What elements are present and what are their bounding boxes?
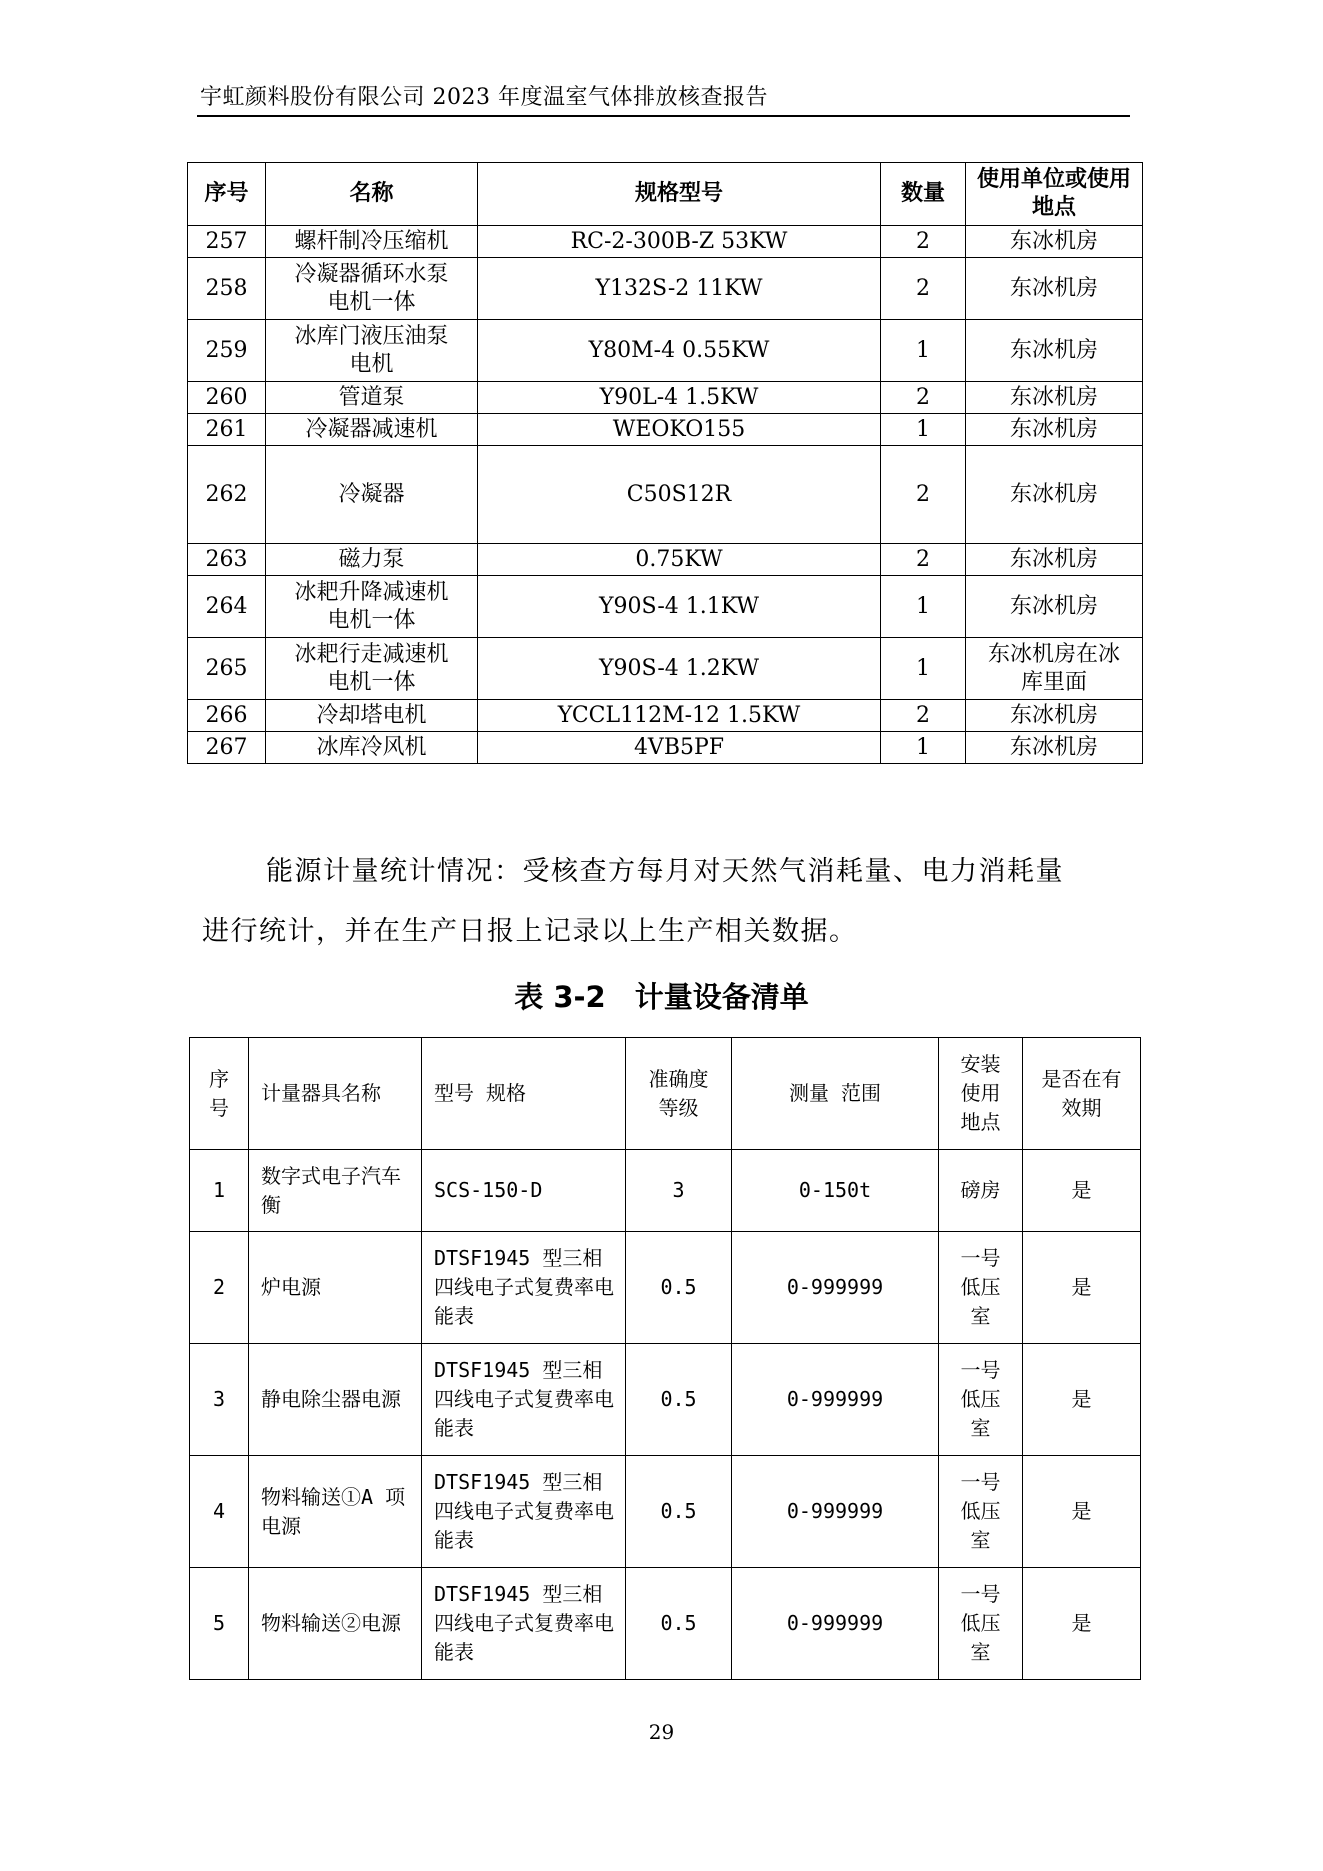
table-row xyxy=(190,1456,1141,1568)
column-header: 序号 xyxy=(190,1038,249,1150)
cell-name: 冰耙升降减速机电机一体 xyxy=(266,576,478,638)
cell-location: 东冰机房 xyxy=(966,226,1143,258)
cell-no: 266 xyxy=(188,700,266,732)
cell-location: 东冰机房 xyxy=(966,446,1143,544)
cell-valid: 是 xyxy=(1023,1456,1141,1568)
cell-location: 东冰机房 xyxy=(966,732,1143,764)
cell-place: 一号低压室 xyxy=(939,1232,1023,1344)
cell-qty: 2 xyxy=(881,382,966,414)
cell-location: 东冰机房 xyxy=(966,382,1143,414)
cell-spec: Y90S-4 1.2KW xyxy=(478,638,881,700)
cell-no: 3 xyxy=(190,1344,249,1456)
cell-spec: RC-2-300B-Z 53KW xyxy=(478,226,881,258)
cell-spec: Y90L-4 1.5KW xyxy=(478,382,881,414)
equipment-table xyxy=(187,162,1143,764)
cell-qty: 1 xyxy=(881,638,966,700)
cell-spec: YCCL112M-12 1.5KW xyxy=(478,700,881,732)
cell-spec: Y80M-4 0.55KW xyxy=(478,320,881,382)
table-row xyxy=(188,320,1143,382)
paragraph-line: 进行统计，并在生产日报上记录以上生产相关数据。 xyxy=(202,916,858,947)
cell-no: 258 xyxy=(188,258,266,320)
cell-range: 0-999999 xyxy=(732,1568,939,1680)
table-row xyxy=(188,732,1143,764)
cell-location: 东冰机房在冰库里面 xyxy=(966,638,1143,700)
cell-no: 257 xyxy=(188,226,266,258)
cell-place: 一号低压室 xyxy=(939,1344,1023,1456)
cell-location: 东冰机房 xyxy=(966,576,1143,638)
cell-name: 冷凝器 xyxy=(266,446,478,544)
cell-spec: WEOKO155 xyxy=(478,414,881,446)
cell-no: 5 xyxy=(190,1568,249,1680)
cell-no: 259 xyxy=(188,320,266,382)
column-header: 规格型号 xyxy=(478,163,881,226)
meter-table-header xyxy=(190,1038,1141,1150)
cell-qty: 2 xyxy=(881,544,966,576)
cell-range: 0-150t xyxy=(732,1150,939,1232)
cell-no: 4 xyxy=(190,1456,249,1568)
table-caption: 表 3-2 计量设备清单 xyxy=(514,980,809,1014)
cell-spec: Y90S-4 1.1KW xyxy=(478,576,881,638)
cell-name: 冷却塔电机 xyxy=(266,700,478,732)
column-header: 准确度等级 xyxy=(626,1038,732,1150)
cell-qty: 1 xyxy=(881,732,966,764)
cell-range: 0-999999 xyxy=(732,1232,939,1344)
cell-model: DTSF1945 型三相四线电子式复费率电能表 xyxy=(422,1568,626,1680)
meter-table xyxy=(189,1037,1141,1680)
cell-name: 冰库门液压油泵电机 xyxy=(266,320,478,382)
cell-accuracy: 0.5 xyxy=(626,1568,732,1680)
cell-model: DTSF1945 型三相四线电子式复费率电能表 xyxy=(422,1456,626,1568)
cell-name: 物料输送②电源 xyxy=(249,1568,422,1680)
table-row xyxy=(188,414,1143,446)
table-row xyxy=(188,576,1143,638)
table-row xyxy=(188,638,1143,700)
cell-no: 1 xyxy=(190,1150,249,1232)
column-header: 安装使用地点 xyxy=(939,1038,1023,1150)
cell-qty: 1 xyxy=(881,576,966,638)
cell-spec: 0.75KW xyxy=(478,544,881,576)
column-header: 名称 xyxy=(266,163,478,226)
cell-name: 炉电源 xyxy=(249,1232,422,1344)
cell-accuracy: 3 xyxy=(626,1150,732,1232)
cell-no: 267 xyxy=(188,732,266,764)
cell-valid: 是 xyxy=(1023,1344,1141,1456)
table-row xyxy=(188,258,1143,320)
table-row xyxy=(188,446,1143,544)
cell-qty: 2 xyxy=(881,700,966,732)
cell-qty: 1 xyxy=(881,320,966,382)
cell-place: 一号低压室 xyxy=(939,1456,1023,1568)
cell-valid: 是 xyxy=(1023,1150,1141,1232)
cell-range: 0-999999 xyxy=(732,1456,939,1568)
cell-name: 冰耙行走减速机电机一体 xyxy=(266,638,478,700)
cell-no: 264 xyxy=(188,576,266,638)
cell-no: 261 xyxy=(188,414,266,446)
cell-location: 东冰机房 xyxy=(966,700,1143,732)
cell-no: 260 xyxy=(188,382,266,414)
column-header: 是否在有效期 xyxy=(1023,1038,1141,1150)
cell-place: 磅房 xyxy=(939,1150,1023,1232)
cell-place: 一号低压室 xyxy=(939,1568,1023,1680)
column-header: 序号 xyxy=(188,163,266,226)
cell-accuracy: 0.5 xyxy=(626,1344,732,1456)
column-header: 计量器具名称 xyxy=(249,1038,422,1150)
cell-location: 东冰机房 xyxy=(966,320,1143,382)
cell-no: 2 xyxy=(190,1232,249,1344)
table-row xyxy=(188,382,1143,414)
table-row xyxy=(188,700,1143,732)
cell-model: DTSF1945 型三相四线电子式复费率电能表 xyxy=(422,1344,626,1456)
column-header: 数量 xyxy=(881,163,966,226)
cell-valid: 是 xyxy=(1023,1568,1141,1680)
cell-location: 东冰机房 xyxy=(966,414,1143,446)
equipment-table-header xyxy=(188,163,1143,226)
table-row xyxy=(190,1232,1141,1344)
cell-model: SCS-150-D xyxy=(422,1150,626,1232)
cell-name: 冷凝器循环水泵电机一体 xyxy=(266,258,478,320)
table-row xyxy=(190,1344,1141,1456)
column-header: 型号 规格 xyxy=(422,1038,626,1150)
page-number: 29 xyxy=(648,1720,675,1744)
energy-metering-paragraph xyxy=(202,842,1132,962)
cell-name: 数字式电子汽车衡 xyxy=(249,1150,422,1232)
table-row xyxy=(190,1150,1141,1232)
cell-name: 静电除尘器电源 xyxy=(249,1344,422,1456)
paragraph-line: 能源计量统计情况：受核查方每月对天然气消耗量、电力消耗量 xyxy=(266,856,1064,887)
cell-qty: 1 xyxy=(881,414,966,446)
cell-qty: 2 xyxy=(881,226,966,258)
report-header-title: 宇虹颜料股份有限公司 2023 年度温室气体排放核查报告 xyxy=(200,85,768,110)
cell-spec: 4VB5PF xyxy=(478,732,881,764)
cell-no: 263 xyxy=(188,544,266,576)
cell-range: 0-999999 xyxy=(732,1344,939,1456)
cell-name: 螺杆制冷压缩机 xyxy=(266,226,478,258)
cell-name: 磁力泵 xyxy=(266,544,478,576)
cell-accuracy: 0.5 xyxy=(626,1456,732,1568)
cell-accuracy: 0.5 xyxy=(626,1232,732,1344)
cell-location: 东冰机房 xyxy=(966,544,1143,576)
cell-spec: Y132S-2 11KW xyxy=(478,258,881,320)
cell-name: 物料输送①A 项电源 xyxy=(249,1456,422,1568)
cell-location: 东冰机房 xyxy=(966,258,1143,320)
cell-name: 冰库冷风机 xyxy=(266,732,478,764)
cell-model: DTSF1945 型三相四线电子式复费率电能表 xyxy=(422,1232,626,1344)
table-row xyxy=(188,226,1143,258)
cell-spec: C50S12R xyxy=(478,446,881,544)
cell-no: 265 xyxy=(188,638,266,700)
header-divider xyxy=(197,115,1130,117)
cell-name: 管道泵 xyxy=(266,382,478,414)
cell-no: 262 xyxy=(188,446,266,544)
table-row xyxy=(188,544,1143,576)
column-header: 测量 范围 xyxy=(732,1038,939,1150)
cell-qty: 2 xyxy=(881,446,966,544)
table-row xyxy=(190,1568,1141,1680)
cell-name: 冷凝器减速机 xyxy=(266,414,478,446)
cell-valid: 是 xyxy=(1023,1232,1141,1344)
cell-qty: 2 xyxy=(881,258,966,320)
column-header: 使用单位或使用地点 xyxy=(966,163,1143,226)
